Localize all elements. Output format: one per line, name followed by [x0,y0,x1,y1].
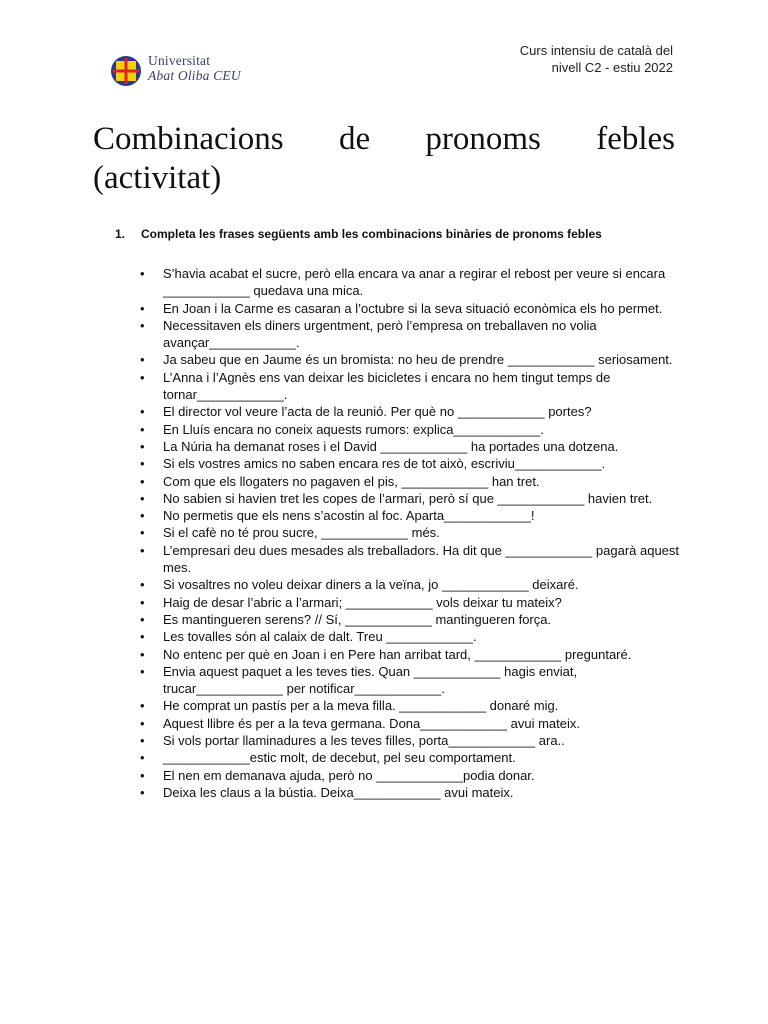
university-logo [110,53,290,93]
exercise-item: • El nen em demanava ajuda, però no ____________podia donar. [140,767,680,784]
course-info-line2: nivell C2 - estiu 2022 [551,60,673,75]
exercise-instruction-text: Completa les frases següents amb les combinacions binàries de pronoms febles [141,227,602,241]
exercise-item: • L’Anna i l’Agnès ens van deixar les bicicletes i encara no hem tingut temps de tornar____________. [140,369,680,404]
exercise-item: • He comprat un pastís per a la meva filla. ____________ donaré mig. [140,697,680,714]
exercise-item: • En Lluís encara no coneix aquests rumors: explica____________. [140,421,680,438]
exercise-item: • Si els vostres amics no saben encara res de tot això, escriviu____________. [140,455,680,472]
exercise-item: • La Núria ha demanat roses i el David ____________ ha portades una dotzena. [140,438,680,455]
exercise-item: • Haig de desar l’abric a l’armari; ____________ vols deixar tu mateix? [140,594,680,611]
exercise-item: • No sabien si havien tret les copes de l’armari, però sí que ____________ havien tret. [140,490,680,507]
exercise-item: • Necessitaven els diners urgentment, però l’empresa on treballaven no volia avançar____________. [140,317,680,352]
university-name [148,53,241,83]
page-title-line2: (activitat) [93,160,222,196]
exercise-list [140,265,680,801]
course-info [413,42,673,76]
course-info-line1: Curs intensiu de català del [519,43,673,58]
exercise-item: • Aquest llibre és per a la teva germana. Dona____________ avui mateix. [140,715,680,732]
exercise-item: • Envia aquest paquet a les teves ties. Quan ____________ hagis enviat, trucar____________ per notificar____________. [140,663,680,698]
exercise-item: • Les tovalles són al calaix de dalt. Treu ____________. [140,628,680,645]
university-crest-icon [110,55,142,87]
exercise-item: • No entenc per què en Joan i en Pere han arribat tard, ____________ preguntaré. [140,646,680,663]
exercise-item: • ____________estic molt, de decebut, pel seu comportament. [140,749,680,766]
exercise-item: • L’empresari deu dues mesades als treballadors. Ha dit que ____________ pagarà aquest mes. [140,542,680,577]
university-name-line2: Abat Oliba CEU [148,68,241,83]
page-title-line1: Combinacions de pronoms febles [93,121,675,157]
exercise-item: • S’havia acabat el sucre, però ella encara va anar a regirar el rebost per veure si encara ____________ quedava una mica. [140,265,680,300]
exercise-number: 1. [115,227,126,241]
exercise-instruction [115,227,602,242]
exercise-item: • El director vol veure l’acta de la reunió. Per què no ____________ portes? [140,403,680,420]
exercise-item: • No permetis que els nens s’acostin al foc. Aparta____________! [140,507,680,524]
exercise-item: • Si vosaltres no voleu deixar diners a la veïna, jo ____________ deixaré. [140,576,680,593]
exercise-item: • Si vols portar llaminadures a les teves filles, porta____________ ara.. [140,732,680,749]
exercise-item: • En Joan i la Carme es casaran a l’octubre si la seva situació econòmica els ho permet. [140,300,680,317]
exercise-item: • Es mantingueren serens? // Sí, ____________ mantingueren força. [140,611,680,628]
exercise-item: • Com que els llogaters no pagaven el pis, ____________ han tret. [140,473,680,490]
page-title [93,120,675,198]
exercise-item: • Si el cafè no té prou sucre, ____________ més. [140,524,680,541]
exercise-item: • Ja sabeu que en Jaume és un bromista: no heu de prendre ____________ seriosament. [140,351,680,368]
exercise-item: • Deixa les claus a la bústia. Deixa____________ avui mateix. [140,784,680,801]
university-name-line1: Universitat [148,53,211,68]
